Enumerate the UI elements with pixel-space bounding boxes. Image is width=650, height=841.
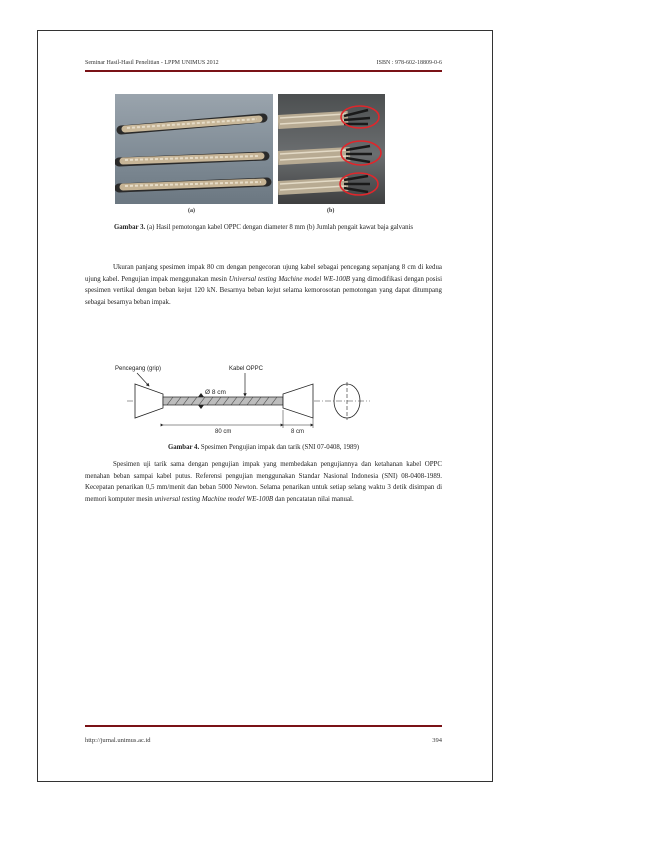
label-grip-length: 8 cm [291,429,305,434]
page-number: 394 [432,737,442,744]
cable-specimen [119,156,265,162]
figure3-caption [85,222,442,233]
label-pencegang: Pencegang (grip) [115,366,162,372]
label-length: 80 cm [215,429,232,434]
grip-left [135,384,163,418]
footer-rule [85,725,442,727]
cable-specimen [119,182,267,188]
header-left: Seminar Hasil-Hasil Penelitian - LPPM UNIMUS 2012 [85,60,219,66]
footer-link[interactable]: http://jurnal.unimus.ac.id [85,737,151,744]
figure4-caption-text: Spesimen Pengujian impak dan tarik (SNI 07-0408, 1989) [200,444,360,451]
paragraph-1 [85,262,442,308]
arrow-pencegang [137,373,149,386]
cable-end [278,146,372,162]
header-rule [85,70,442,72]
figure3-photo-a [115,94,273,204]
paragraph1-text-after: yang dimodifikasi dengan posisi spesimen vertikal dengan beban kejut 120 kN. Besarnya beban kejut selama kemorosotan pemotongan yang dapat ditumpang sebagai besarnya beban impak. [85,275,442,306]
cable-end [278,176,370,192]
header-right: ISBN : 978-602-18809-0-6 [376,60,442,66]
paragraph2-text-after: dan pencatatan nilai manual. [273,495,354,503]
page-header [85,60,442,69]
cable-body [163,397,283,405]
diameter-marker-top [198,393,204,397]
figure3-label-a: (a) [188,208,195,214]
cable-end [278,110,370,124]
grip-right [283,384,313,418]
figure3-photo-b [278,94,385,204]
cable-specimen [121,118,263,130]
figure4-diagram [115,364,375,434]
label-kabel: Kabel OPPC [229,366,264,372]
paragraph1-text-before: Ukuran panjang spesimen impak 80 cm dengan pengecoran ujung kabel sebagai pencegang sepanjang 8 cm di kedua ujung kabel. Pengujian impak menggunakan mesin [85,264,442,283]
paragraph1-italic: Universal testing Machine model WE-100B [228,275,350,283]
figure3-label-b: (b) [327,208,335,214]
figure3-caption-prefix: Gambar 3. [113,224,146,231]
paragraph-2 [85,459,442,505]
paragraph2-italic: universal testing Machine model WE-100B [154,495,274,503]
page-footer [85,737,442,746]
figure3-caption-text: (a) Hasil pemotongan kabel OPPC dengan diameter 8 mm (b) Jumlah pengait kawat baja galvanis [146,224,414,231]
diameter-marker-bottom [198,405,204,409]
label-diameter: Ø 8 cm [205,389,226,396]
figure4-caption-prefix: Gambar 4. [167,444,200,451]
paragraph2-text-before: Spesimen uji tarik sama dengan pengujian impak yang membedakan pengujiannya dan ketahanan kabel OPPC menahan beban sampai kabel putus. Referensi pengujian menggunakan Standar Nasional Indonesia (SNI) 08-0408-1989. Kecepatan penarikan 0,5 mm/menit dan beban 5000 Newton. Selama penarikan untuk setiap selang waktu 3 detik disimpan di memori komputer mesin [85,461,442,503]
figure4-caption [85,442,442,453]
